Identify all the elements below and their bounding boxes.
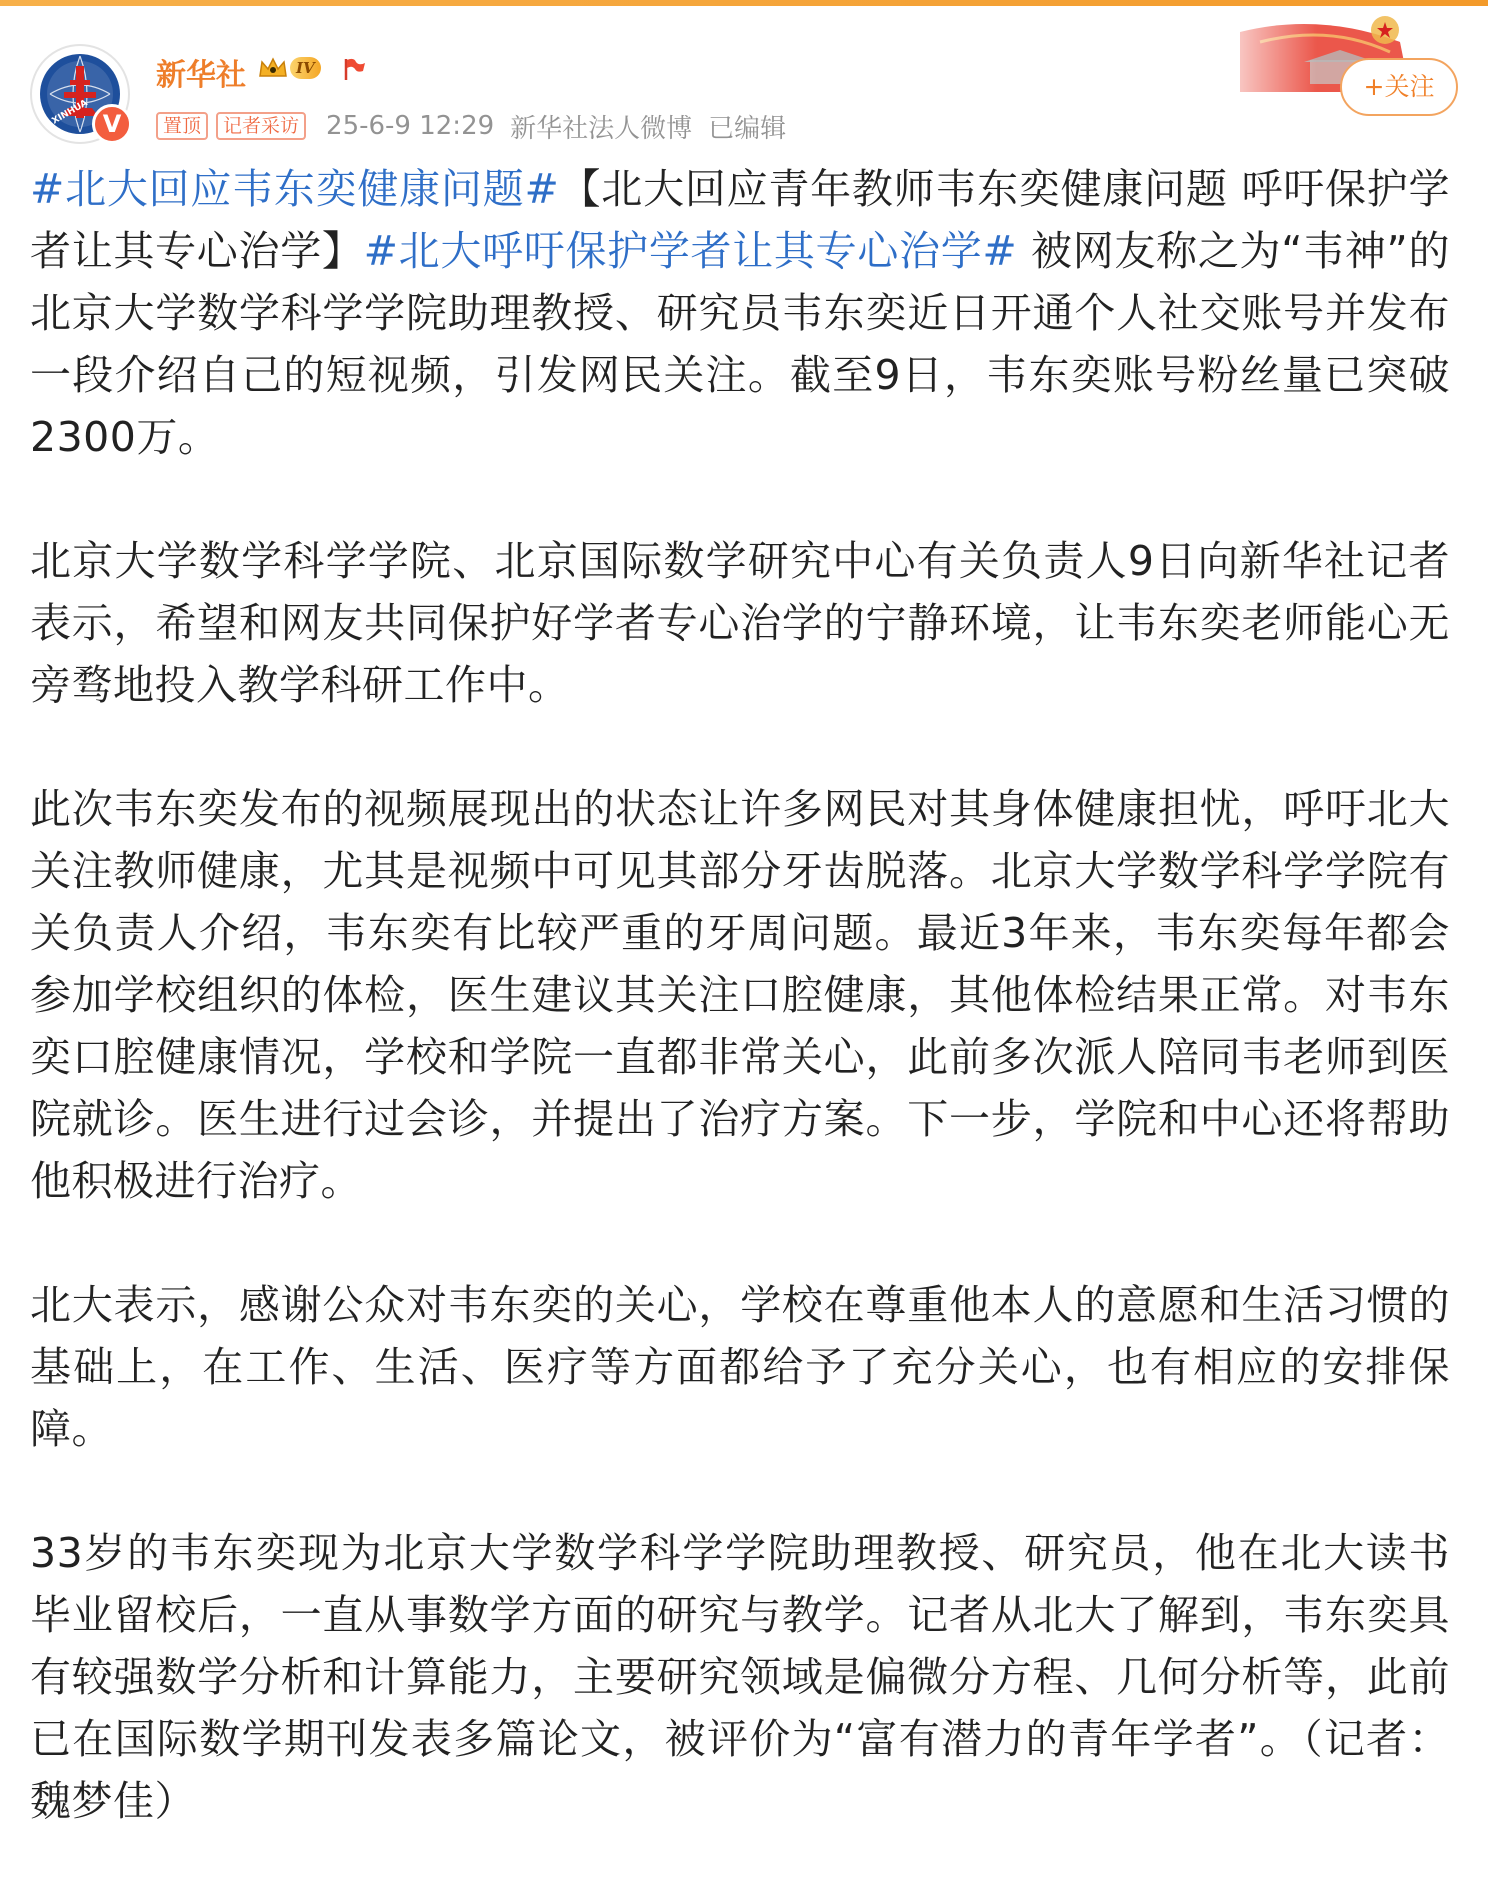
pinned-tag: 置顶 (156, 112, 208, 140)
hashtag-link[interactable]: #北大回应韦东奕健康问题# (30, 165, 560, 213)
reporter-interview-tag[interactable]: 记者采访 (216, 112, 306, 140)
hashtag-link[interactable]: #北大呼吁保护学者让其专心治学# (363, 227, 1018, 275)
edited-label[interactable]: 已编辑 (708, 113, 787, 144)
paragraph-2: 北京大学数学科学学院、北京国际数学研究中心有关负责人9日向新华社记者表示，希望和网友共同保护好学者专心治学的宁静环境，让韦东奕老师能心无旁骛地投入教学科研工作中。 (30, 537, 1450, 709)
author-name[interactable]: 新华社 (156, 58, 246, 93)
vip-level-label: IV (290, 57, 321, 79)
verified-v-icon: V (92, 104, 132, 144)
post-meta (156, 110, 786, 142)
crown-icon (258, 56, 288, 80)
avatar-logo-text: XINHUA (50, 98, 90, 127)
paragraph-5: 33岁的韦东奕现为北京大学数学科学学院助理教授、研究员，他在北大读书毕业留校后，一直从事数学方面的研究与教学。记者从北大了解到，韦东奕具有较强数学分析和计算能力，主要研究领域是偏微分方程、几何分析等，此前已在国际数学期刊发表多篇论文，被评价为“富有潜力的青年学者”。（记者：魏梦佳） (30, 1529, 1450, 1825)
paragraph-4: 北大表示，感谢公众对韦东奕的关心，学校在尊重他本人的意愿和生活习惯的基础上，在工作、生活、医疗等方面都给予了充分关心，也有相应的安排保障。 (30, 1281, 1450, 1453)
post-timestamp[interactable]: 25-6-9 12:29 (326, 111, 495, 141)
post-source: 新华社法人微博 (510, 113, 693, 144)
post-content (30, 158, 1450, 1894)
paragraph-1-body: 被网友称之为“韦神”的北京大学数学科学学院助理教授、研究员韦东奕近日开通个人社交账号并发布一段介绍自己的短视频，引发网民关注。截至9日，韦东奕账号粉丝量已突破2300万。 (30, 227, 1450, 461)
vip-badge[interactable] (258, 54, 321, 82)
paragraph-1 (30, 158, 1450, 468)
red-flag-icon (342, 56, 368, 82)
paragraph-3: 此次韦东奕发布的视频展现出的状态让许多网民对其身体健康担忧，呼吁北大关注教师健康，尤其是视频中可见其部分牙齿脱落。北京大学数学科学学院有关负责人介绍，韦东奕有比较严重的牙周问题。最近3年来，韦东奕每年都会参加学校组织的体检，医生建议其关注口腔健康，其他体检结果正常。对韦东奕口腔健康情况，学校和学院一直都非常关心，此前多次派人陪同韦老师到医院就诊。医生进行过会诊，并提出了治疗方案。下一步，学院和中心还将帮助他积极进行治疗。 (30, 785, 1450, 1205)
follow-button[interactable]: +关注 (1340, 58, 1458, 116)
post-title-text: 【北大回应青年教师韦东奕健康问题 呼吁保护学者让其专心治学】 (30, 165, 1450, 275)
post-header (0, 6, 1488, 146)
